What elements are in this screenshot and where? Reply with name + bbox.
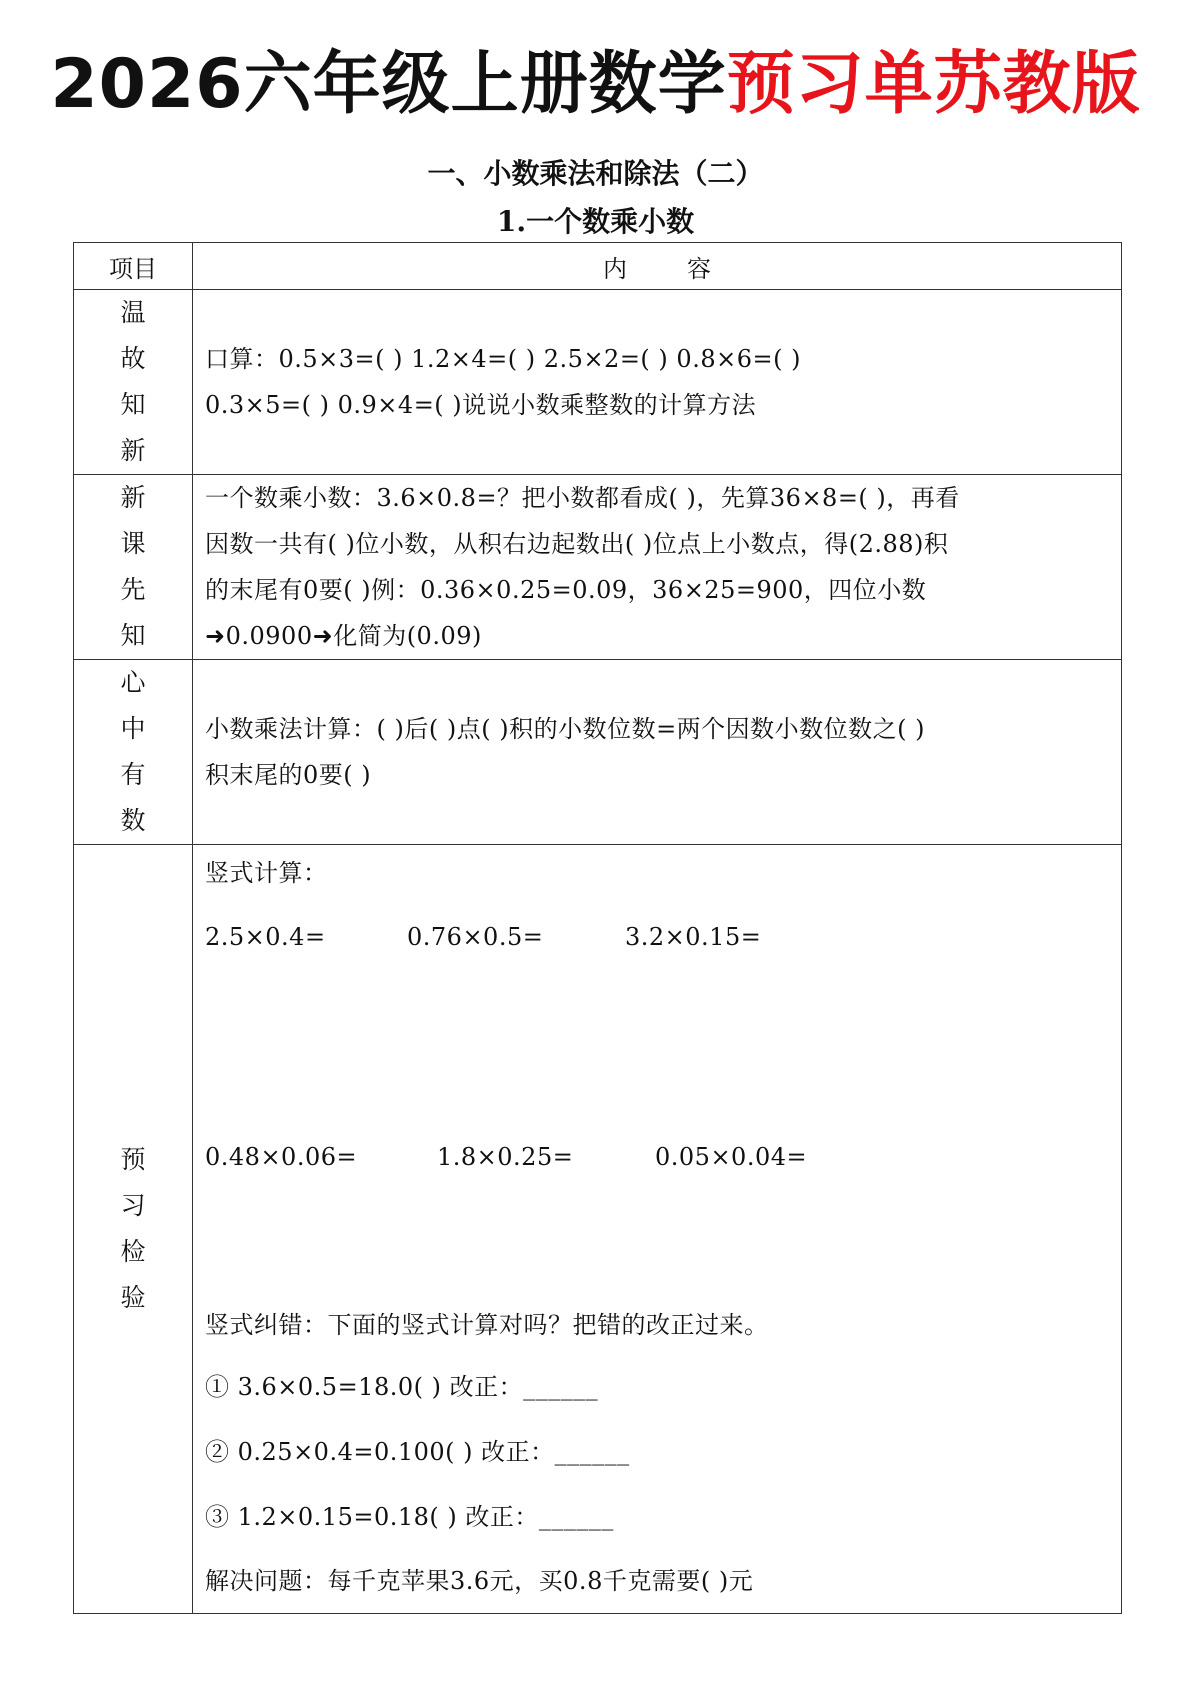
calc-item: 2.5×0.4= bbox=[205, 923, 326, 951]
calc-item: 0.05×0.04= bbox=[655, 1143, 808, 1171]
row-label: 温 故 知 新 bbox=[74, 290, 193, 475]
header-content: 内容 bbox=[193, 243, 1122, 290]
table-row-summary bbox=[74, 660, 1122, 845]
correction-item: ① 3.6×0.5=18.0( ) 改正：______ bbox=[205, 1373, 599, 1401]
table-row-review bbox=[74, 290, 1122, 475]
text-line: 0.3×5=( ) 0.9×4=( )说说小数乘整数的计算方法 bbox=[205, 391, 757, 419]
calc-item: 3.2×0.15= bbox=[625, 923, 762, 951]
title-black: 2026六年级上册数学 bbox=[50, 45, 727, 124]
table-row-new-lesson bbox=[74, 475, 1122, 660]
word-problem: 解决问题：每千克苹果3.6元，买0.8千克需要( )元 bbox=[205, 1567, 754, 1595]
row-content bbox=[193, 475, 1122, 660]
correction-item: ② 0.25×0.4=0.100( ) 改正：______ bbox=[205, 1438, 630, 1466]
text-line: 小数乘法计算：( )后( )点( )积的小数位数=两个因数小数位数之( ) bbox=[205, 715, 926, 743]
text-line: 因数一共有( )位小数，从积右边起数出( )位点上小数点，得(2.88)积 bbox=[205, 530, 949, 558]
row-content bbox=[193, 845, 1122, 1614]
correction-item: ③ 1.2×0.15=0.18( ) 改正：______ bbox=[205, 1503, 614, 1531]
calc-item: 1.8×0.25= bbox=[437, 1143, 574, 1171]
preview-table bbox=[73, 242, 1122, 1614]
lesson-title: 1.一个数乘小数 bbox=[496, 205, 695, 238]
row-label: 心 中 有 数 bbox=[74, 660, 193, 845]
correction-title: 竖式纠错：下面的竖式计算对吗？把错的改正过来。 bbox=[205, 1311, 769, 1339]
table-row-check bbox=[74, 845, 1122, 1614]
calc-row-1 bbox=[205, 917, 761, 957]
page-title bbox=[0, 40, 1191, 130]
header-item: 项目 bbox=[74, 243, 193, 290]
row-label: 新 课 先 知 bbox=[74, 475, 193, 660]
table-header-row bbox=[74, 243, 1122, 290]
text-line: 积末尾的0要( ) bbox=[205, 761, 372, 789]
row-content bbox=[193, 290, 1122, 475]
row-content bbox=[193, 660, 1122, 845]
unit-title: 一、小数乘法和除法（二） bbox=[427, 157, 764, 190]
calc-row-2 bbox=[205, 1137, 807, 1177]
row-label: 预 习 检 验 bbox=[74, 845, 193, 1614]
title-red: 预习单苏教版 bbox=[726, 45, 1141, 124]
calc-item: 0.48×0.06= bbox=[205, 1143, 358, 1171]
text-line: 口算：0.5×3=( ) 1.2×4=( ) 2.5×2=( ) 0.8×6=( ) bbox=[205, 345, 801, 373]
calc-item: 0.76×0.5= bbox=[407, 923, 544, 951]
text-line: 的末尾有0要( )例：0.36×0.25=0.09，36×25=900，四位小数 bbox=[205, 576, 927, 604]
text-line: ➜0.0900➜化简为(0.09) bbox=[205, 622, 482, 650]
text-line: 一个数乘小数：3.6×0.8=？把小数都看成( )，先算36×8=( )，再看 bbox=[205, 484, 960, 512]
vertical-calc-title: 竖式计算： bbox=[205, 859, 328, 887]
